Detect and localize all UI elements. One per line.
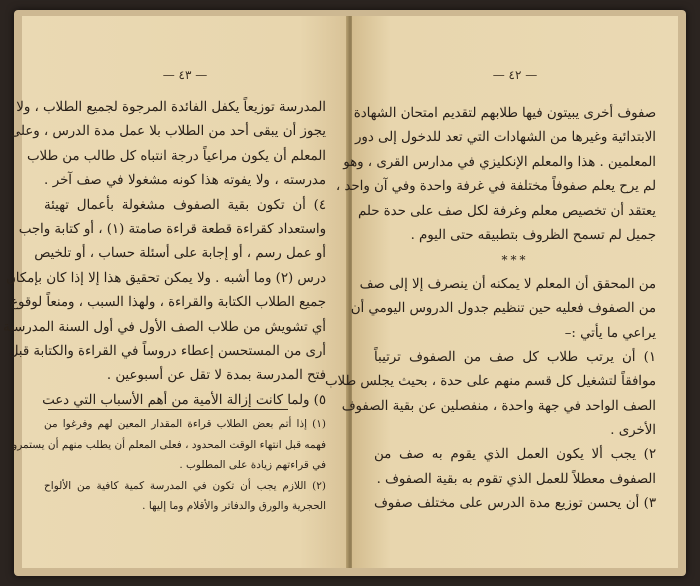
text-line: أرى من المستحسن إعطاء دروساً في القراءة والكتابة قبل — [8, 343, 326, 359]
text-line: موافقاً لتشغيل كل قسم منهم على حدة ، بحيث يجلس طلاب — [325, 374, 656, 390]
text-line: المعلمين . هذا والمعلم الإنكليزي في مدارس القرى ، وهو — [343, 154, 656, 170]
footnote-line: فهمه قبل انتهاء الوقت المحدود ، فعلى المعلم أن يطلب منهم أن يستمروا — [9, 438, 326, 451]
text-line: أي تشويش من طلاب الصف الأول في أول السنة المدرسية — [3, 319, 326, 335]
text-line: ٢) يجب ألا يكون العمل الذي يقوم به صف من — [374, 447, 656, 463]
text-line: المعلم أن يكون مراعياً درجة انتباه كل طالب من طلاب — [27, 148, 326, 164]
text-line: يجوز أن يبقى أحد من الطلاب بلا عمل مدة الدرس ، وعلى — [9, 124, 326, 140]
page-number-right: — ٤٢ — — [492, 68, 538, 82]
footnote-divider — [48, 409, 288, 410]
page-number-left: — ٤٣ — — [162, 68, 208, 82]
text-line: صفوف أخرى يبيتون فيها طلابهم لتقديم امتحان الشهادة — [353, 106, 656, 121]
footnote-line: (٢) اللازم يجب أن تكون في المدرسة كمية كافية من الألواح — [44, 479, 326, 492]
footnote-line: الحجرية والورق والدفاتر والأقلام وما إليها . — [142, 500, 326, 512]
text-line: الابتدائية وغيرها من الشهادات التي تعد للدخول إلى دور — [355, 130, 656, 146]
text-line: درس (٢) وما أشبه . ولا يمكن تحقيق هذا إلا إذا كان بإمكان — [5, 270, 326, 286]
text-line: لم يرح يعلم صفوفاً مختلفة في غرفة واحدة وفي آن واحد ، — [335, 179, 656, 195]
footnote-line: (١) إذا أتم بعض الطلاب قراءة المقدار المعين لهم وفرغوا من — [44, 418, 326, 430]
text-line: ٣) أن يحسن توزيع مدة الدرس على مختلف صفوف — [374, 496, 656, 512]
open-book — [3, 10, 686, 576]
text-line: ٥) ولما كانت إزالة الأمية من أهم الأسباب التي دعت — [42, 392, 326, 408]
text-line: يعتقد أن تخصيص معلم وغرفة لكل صف على حدة حلم — [357, 203, 656, 219]
text-line: جميل لم تسمح الظروف بتطبيقه حتى اليوم . — [410, 227, 656, 243]
right-page — [325, 16, 678, 568]
text-line: أو عمل رسم ، أو إجابة على أسئلة حساب ، أو تلخيص — [34, 246, 326, 262]
left-page — [3, 16, 348, 568]
text-line: الأخرى . — [610, 423, 656, 439]
text-line: واستعداد كقراءة قطعة قراءة صامتة (١) ، أو كتابة واجب — [18, 221, 326, 237]
section-separator: *** — [501, 253, 529, 268]
text-line: الصفوف معطلاً للعمل الذي تقوم به بقية الصفوف . — [376, 471, 656, 487]
left-page-body — [3, 96, 326, 413]
text-line: يراعي ما يأتي :– — [564, 325, 656, 341]
text-line: من المحقق أن المعلم لا يمكنه أن ينصرف إلا إلى صف — [359, 276, 656, 292]
footnotes — [9, 414, 326, 517]
text-line: المدرسة توزيعاً يكفل الفائدة المرجوة لجميع الطلاب ، ولا — [16, 100, 326, 115]
text-line: من الصفوف فعليه حين تنظيم جدول الدروس اليومي أن — [350, 301, 656, 317]
text-line: مدرسته ، ولا يفوته هذا كونه مشغولا في صف آخر . — [44, 173, 326, 189]
right-page-body — [325, 102, 656, 517]
text-line: ١) أن يرتب طلاب كل صف من الصفوف ترتيباً — [374, 349, 656, 365]
text-line: جميع الطلاب الكتابة والقراءة ، ولهذا السبب ، ومنعاً لوقوع — [10, 295, 326, 311]
text-line: ٤) أن تكون بقية الصفوف مشغولة بأعمال تهيئة — [44, 197, 326, 213]
text-line: فتح المدرسة بمدة لا تقل عن أسبوعين . — [106, 368, 326, 384]
text-line: الصف الواحد في جهة واحدة ، منفصلين عن بقية الصفوف — [341, 398, 656, 414]
footnote-line: في قراءتهم زيادة على المطلوب . — [179, 459, 326, 471]
